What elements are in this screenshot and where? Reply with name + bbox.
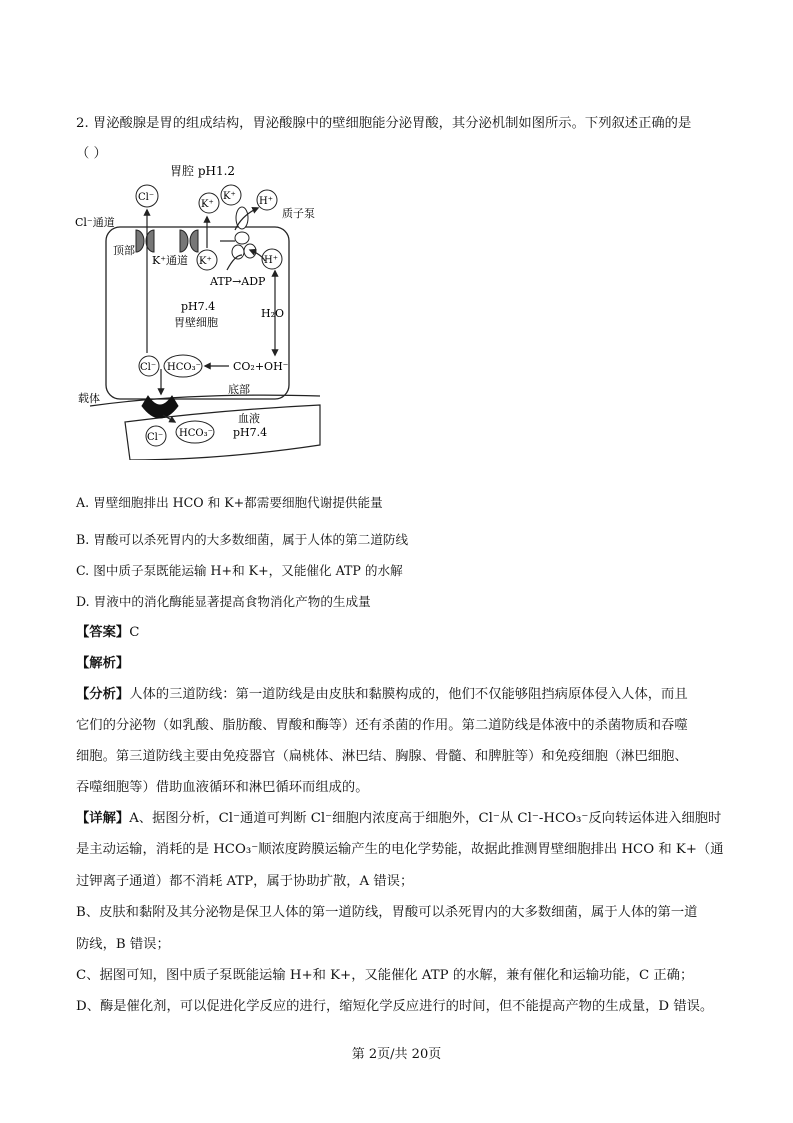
analysis-sub-tag: 【分析】 [76,687,130,702]
blood-label: 血液 [238,412,260,425]
svg-text:K⁺: K⁺ [201,199,214,210]
detail-line-1: 【详解】A、据图分析，Cl⁻通道可判断 Cl⁻细胞内浓度高于细胞外，Cl⁻从 Cl⁻-HCO₃⁻反向转运体进入细胞时 [76,811,722,826]
cl-ion-cell [139,356,159,376]
svg-text:K⁺: K⁺ [223,191,236,202]
page-footer: 第 2页/共 20页 [351,1047,442,1062]
analysis-line-1: 【分析】人体的三道防线：第一道防线是由皮肤和黏膜构成的，他们不仅能够阻挡病原体侵入人体，而且 [76,687,688,702]
answer-paren: （ ） [76,146,107,161]
cl-ion-lumen [136,185,158,207]
detail-line-3: 过钾离子通道）都不消耗 ATP，属于协助扩散，A 错误； [76,874,414,889]
detail-line-5: 防线，B 错误； [76,937,170,952]
h-ion-cell [262,249,282,269]
transport-arrows [147,208,275,422]
answer-value: C [129,625,140,640]
apical-label: 顶部 [113,244,135,257]
k-channel-label: K⁺通道 [152,254,189,267]
co2-oh-label: CO₂+OH⁻ [233,360,289,373]
analysis-line-2: 它们的分泌物（如乳酸、脂肪酸、胃酸和酶等）还有杀菌的作用。第二道防线是体液中的杀菌物质和吞噬 [76,718,688,733]
detail-line-2: 是主动运输，消耗的是 HCO₃⁻顺浓度跨膜运输产生的电化学势能，故据此推测胃壁细胞排出 HCO 和 K+（通 [76,842,724,857]
h2o-label: H₂O [261,307,285,320]
svg-text:Cl⁻: Cl⁻ [138,192,155,203]
svg-text:HCO₃⁻: HCO₃⁻ [179,428,213,439]
option-c: C. 图中质子泵既能运输 H+和 K+，又能催化 ATP 的水解 [76,563,403,578]
answer-tag: 【答案】 [76,625,130,640]
basal-label: 底部 [228,383,250,396]
option-d: D. 胃液中的消化酶能显著提高食物消化产物的生成量 [76,594,371,609]
question-text: 2. 胃泌酸腺是胃的组成结构，胃泌酸腺中的壁细胞能分泌胃酸，其分泌机制如图所示。下列叙述正确的是 [76,116,692,131]
svg-text:HCO₃⁻: HCO₃⁻ [167,362,201,373]
svg-text:Cl⁻: Cl⁻ [147,432,164,443]
analysis-tag: 【解析】 [76,656,130,671]
cell-name-label: 胃壁细胞 [174,316,218,329]
svg-text:K⁺: K⁺ [199,256,212,267]
lumen-label: 胃腔 pH1.2 [170,164,236,178]
cell-ph-label: pH7.4 [181,300,216,313]
k-channel [180,230,198,252]
option-a: A. 胃壁细胞排出 HCO 和 K+都需要细胞代谢提供能量 [76,495,383,510]
secretion-diagram [70,160,330,460]
detail-tag: 【详解】 [76,811,130,826]
h-ion-lumen [257,190,277,210]
cl-channel-label: Cl⁻通道 [75,216,115,229]
svg-text:H⁺: H⁺ [264,255,278,266]
detail-line-6: C、据图可知，图中质子泵既能运输 H+和 K+，又能催化 ATP 的水解，兼有催化和运输功能，C 正确； [76,968,694,983]
svg-text:H⁺: H⁺ [259,196,273,207]
cl-channel [136,230,154,252]
analysis-line-3: 细胞。第三道防线主要由免疫器官（扁桃体、淋巴结、胸腺、骨髓、和脾脏等）和免疫细胞（淋巴细胞、 [76,749,688,764]
detail-line-7: D、酶是催化剂，可以促进化学反应的进行，缩短化学反应进行的时间，但不能提高产物的生成量，D 错误。 [76,999,714,1014]
k-ion-lumen-2 [221,185,241,205]
k-ion-cell [197,250,217,270]
option-b: B. 胃酸可以杀死胃内的大多数细菌，属于人体的第二道防线 [76,532,409,547]
proton-pump-label: 质子泵 [282,207,315,220]
blood-ph-label: pH7.4 [233,426,268,439]
carrier-label: 载体 [78,392,100,405]
atp-label: ATP→ADP [210,275,266,288]
cl-ion-blood [146,426,166,446]
k-ion-lumen-1 [199,193,219,213]
hco3-ion-cell [164,355,202,377]
hco3-ion-blood [176,421,214,443]
svg-text:Cl⁻: Cl⁻ [140,362,157,373]
detail-line-4: B、皮肤和黏附及其分泌物是保卫人体的第一道防线，胃酸可以杀死胃内的大多数细菌，属于人体的第一道 [76,905,698,920]
analysis-line-4: 吞噬细胞等）借助血液循环和淋巴循环而组成的。 [76,780,369,795]
answer-line [76,624,139,642]
